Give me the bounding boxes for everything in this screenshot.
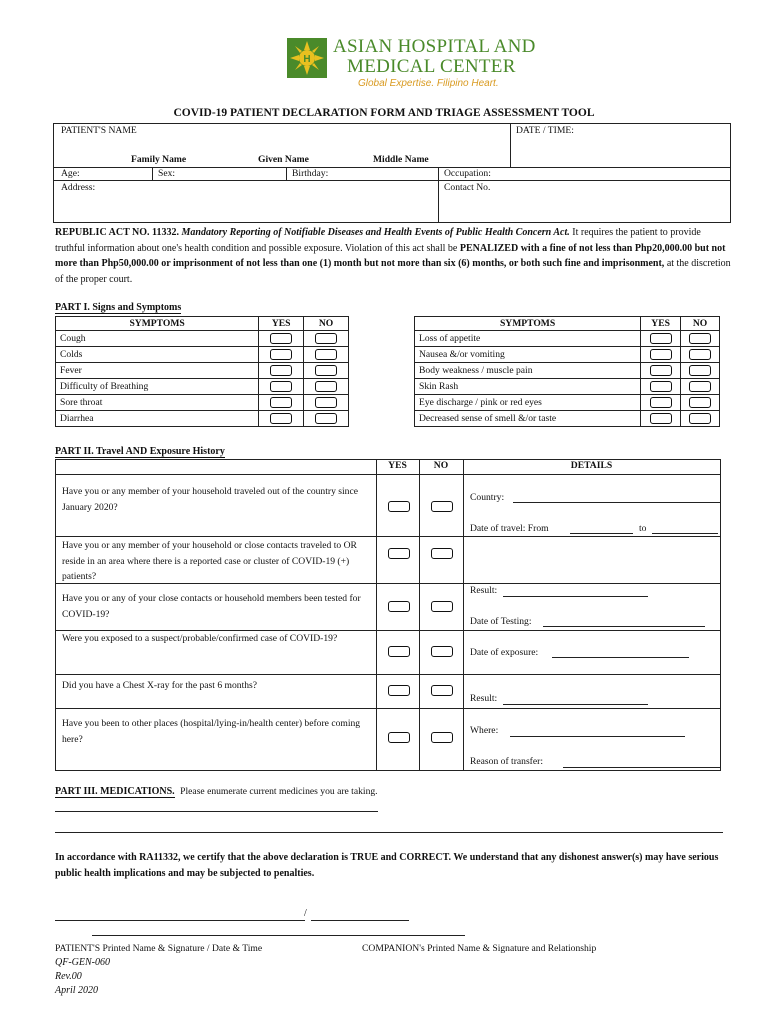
form-date: April 2020 (55, 985, 99, 996)
where-label: Where: (470, 725, 499, 736)
part2-title: PART II. Travel AND Exposure History (55, 446, 225, 457)
date-of-exposure-label: Date of exposure: (470, 647, 539, 658)
symptom-label: Body weakness / muscle pain (415, 363, 641, 379)
datetime-label: DATE / TIME: (516, 125, 574, 136)
birthday-label: Birthday: (292, 168, 329, 179)
patient-name-field[interactable] (60, 137, 506, 154)
question-2: Have you or any member of your household or close contacts traveled to OR reside in an area where there is a reported case or cluster of COVID-19 (+) patients? (62, 540, 357, 582)
legal-text1: It requires the patient to provide truthful information about one's health condition and possible exposure. Violation of this act shall be (55, 227, 701, 254)
date-of-travel-label: Date of travel: From (470, 523, 549, 534)
symptom-label: Difficulty of Breathing (56, 379, 259, 395)
symptom-label: Cough (56, 331, 259, 347)
no-checkbox[interactable] (689, 349, 711, 360)
legal-text2: at the discretion of the proper court. (55, 258, 731, 285)
medications-line-1[interactable] (55, 811, 378, 812)
yes-checkbox[interactable] (270, 397, 292, 408)
yes-checkbox[interactable] (270, 381, 292, 392)
middle-name-label: Middle Name (373, 154, 429, 165)
date-of-testing-label: Date of Testing: (470, 616, 532, 627)
occupation-label: Occupation: (444, 168, 491, 179)
sex-label: Sex: (158, 168, 176, 179)
yes-checkbox[interactable] (650, 349, 672, 360)
col-no: NO (304, 317, 349, 331)
form-code: QF-GEN-060 (55, 957, 110, 968)
xray-result-field[interactable] (503, 704, 648, 705)
date-of-testing-field[interactable] (543, 626, 705, 627)
yes-checkbox[interactable] (650, 413, 672, 424)
companion-signature-field[interactable] (92, 935, 465, 936)
ra-number: REPUBLIC ACT NO. 11332. (55, 227, 180, 238)
certification-text: In accordance with RA11332, we certify that the above declaration is TRUE and CORRECT. We understand that any dishonest answer(s) may have serious public health implications and may be subjected to penalties. (55, 852, 719, 879)
tagline: Global Expertise. Filipino Heart. (358, 78, 499, 89)
col-no: NO (681, 317, 720, 331)
logo-letter: H (303, 54, 311, 65)
no-checkbox[interactable] (689, 397, 711, 408)
ra-title: Mandatory Reporting of Notifiable Diseases and Health Events of Public Health Concern Act. (181, 227, 570, 238)
no-checkbox[interactable] (315, 349, 337, 360)
no-checkbox[interactable] (315, 413, 337, 424)
q6-yes-checkbox[interactable] (388, 732, 410, 743)
symptom-label: Fever (56, 363, 259, 379)
contact-label: Contact No. (444, 182, 491, 193)
no-checkbox[interactable] (315, 365, 337, 376)
patient-signature-label: PATIENT'S Printed Name & Signature / Date & Time (55, 943, 263, 954)
q4-no-checkbox[interactable] (431, 646, 453, 657)
org-name-line2: MEDICAL CENTER (347, 56, 516, 77)
date-of-exposure-field[interactable] (552, 657, 689, 658)
part3 (55, 786, 378, 797)
symptom-row (415, 347, 720, 363)
symptom-row (415, 363, 720, 379)
question-5: Did you have a Chest X-ray for the past 6 months? (62, 680, 258, 691)
col-details: DETAILS (570, 460, 613, 471)
travel-from-field[interactable] (570, 533, 633, 534)
no-checkbox[interactable] (315, 397, 337, 408)
reason-label: Reason of transfer: (470, 756, 543, 767)
col-yes: YES (641, 317, 681, 331)
address-label: Address: (61, 182, 96, 193)
result-label: Result: (470, 585, 498, 596)
symptom-row (415, 331, 720, 347)
symptom-row (415, 411, 720, 427)
hospital-logo (287, 38, 327, 78)
yes-checkbox[interactable] (270, 333, 292, 344)
symptom-row (56, 331, 349, 347)
col-symptoms: SYMPTOMS (56, 317, 259, 331)
no-checkbox[interactable] (689, 413, 711, 424)
symptom-row (56, 411, 349, 427)
yes-checkbox[interactable] (650, 333, 672, 344)
travel-to-field[interactable] (652, 533, 718, 534)
q6-no-checkbox[interactable] (431, 732, 453, 743)
part3-instruction: Please enumerate current medicines you are taking. (180, 786, 378, 797)
q3-yes-checkbox[interactable] (388, 601, 410, 612)
yes-checkbox[interactable] (650, 365, 672, 376)
reason-field[interactable] (563, 767, 720, 768)
symptom-label: Nausea &/or vomiting (415, 347, 641, 363)
form-title: COVID-19 PATIENT DECLARATION FORM AND TRIAGE ASSESSMENT TOOL (173, 107, 595, 119)
yes-checkbox[interactable] (650, 381, 672, 392)
symptom-label: Eye discharge / pink or red eyes (415, 395, 641, 411)
yes-checkbox[interactable] (270, 349, 292, 360)
signature-slash: / (304, 908, 307, 919)
no-checkbox[interactable] (689, 365, 711, 376)
country-field[interactable] (513, 502, 720, 503)
symptom-row (415, 395, 720, 411)
given-name-label: Given Name (258, 154, 309, 165)
age-label: Age: (61, 168, 80, 179)
col-symptoms: SYMPTOMS (415, 317, 641, 331)
symptoms-table-left (55, 316, 349, 427)
q3-no-checkbox[interactable] (431, 601, 453, 612)
col-yes: YES (259, 317, 304, 331)
no-checkbox[interactable] (315, 381, 337, 392)
symptom-label: Diarrhea (56, 411, 259, 427)
country-label: Country: (470, 492, 505, 503)
part3-title: PART III. MEDICATIONS. (55, 786, 175, 797)
question-6: Have you been to other places (hospital/lying-in/health center) before coming here? (62, 718, 361, 745)
q5-no-checkbox[interactable] (431, 685, 453, 696)
yes-checkbox[interactable] (270, 413, 292, 424)
col-no: NO (433, 460, 449, 471)
medications-line-2[interactable] (55, 832, 723, 833)
datetime-field[interactable] (580, 125, 725, 163)
q2-no-checkbox[interactable] (431, 548, 453, 559)
no-checkbox[interactable] (689, 333, 711, 344)
where-field[interactable] (510, 736, 685, 737)
symptom-label: Decreased sense of smell &/or taste (415, 411, 641, 427)
q1-yes-checkbox[interactable] (388, 501, 410, 512)
patient-signature-field[interactable] (55, 920, 305, 921)
no-checkbox[interactable] (315, 333, 337, 344)
org-name-line1: ASIAN HOSPITAL AND (333, 36, 536, 57)
patient-name-label: PATIENT'S NAME (61, 125, 137, 136)
form-rev: Rev.00 (55, 971, 82, 982)
result-field[interactable] (503, 596, 648, 597)
xray-result-label: Result: (470, 693, 498, 704)
q2-yes-checkbox[interactable] (388, 548, 410, 559)
symptom-row (56, 395, 349, 411)
question-3: Have you or any of your close contacts or household members been tested for COVID-19? (62, 593, 361, 620)
companion-signature-label: COMPANION's Printed Name & Signature and Relationship (362, 943, 597, 954)
patient-datetime-field[interactable] (311, 920, 409, 921)
symptom-row (56, 363, 349, 379)
no-checkbox[interactable] (689, 381, 711, 392)
symptoms-table-right (414, 316, 720, 427)
symptom-row (56, 379, 349, 395)
legal-penalized: PENALIZED with a fine of not less than Php20,000.00 but not more than Php50,000.00 or imprisonment of not less than one (1) month but not more than six (6) months, or both such fine and imprisonment, (55, 242, 726, 269)
to-label: to (639, 523, 647, 534)
legal-paragraph (55, 225, 733, 287)
symptom-label: Loss of appetite (415, 331, 641, 347)
q4-yes-checkbox[interactable] (388, 646, 410, 657)
col-yes: YES (388, 460, 407, 471)
symptom-label: Skin Rash (415, 379, 641, 395)
symptom-label: Colds (56, 347, 259, 363)
q5-yes-checkbox[interactable] (388, 685, 410, 696)
symptom-label: Sore throat (56, 395, 259, 411)
question-1: Have you or any member of your household traveled out of the country since January 2020? (62, 486, 358, 513)
yes-checkbox[interactable] (650, 397, 672, 408)
symptom-row (415, 379, 720, 395)
yes-checkbox[interactable] (270, 365, 292, 376)
symptom-row (56, 347, 349, 363)
question-4: Were you exposed to a suspect/probable/confirmed case of COVID-19? (62, 633, 338, 644)
q1-no-checkbox[interactable] (431, 501, 453, 512)
family-name-label: Family Name (131, 154, 187, 165)
part1-title: PART I. Signs and Symptoms (55, 302, 182, 313)
